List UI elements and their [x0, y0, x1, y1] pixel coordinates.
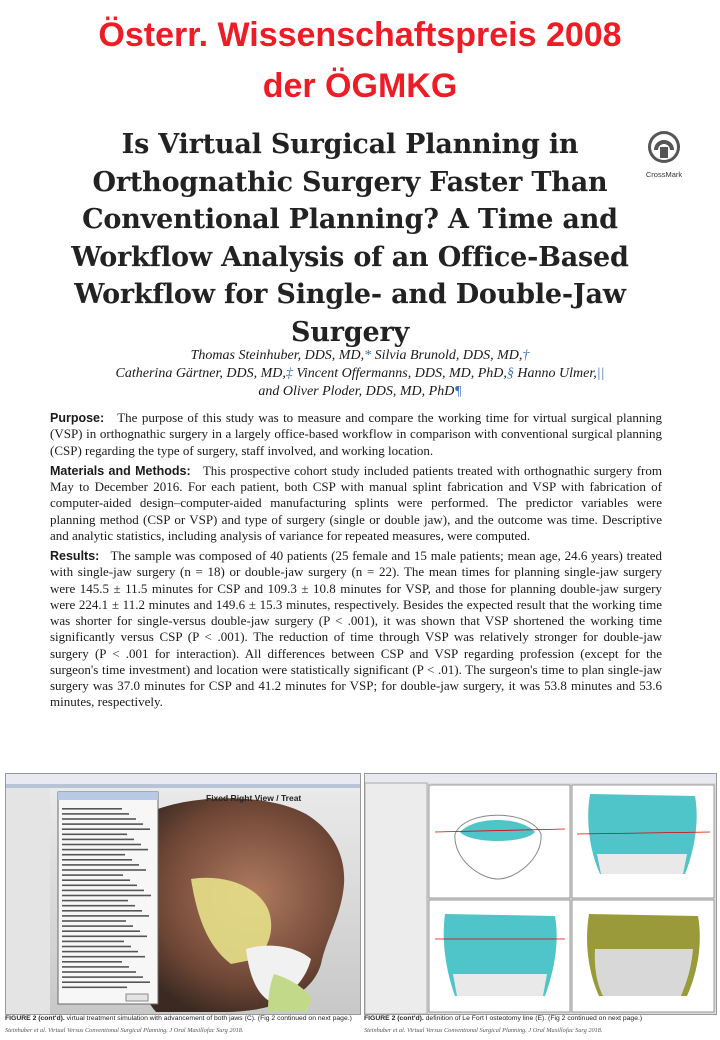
title-line: Workflow Analysis of an Office-Based [71, 241, 629, 273]
figure-right-citation: Steinhuber et al. Virtual Versus Conventional Surgical Planning. J Oral Maxillofac Surg 2018. [364, 1027, 603, 1034]
author-name: and Oliver Ploder, DDS, MD, PhD [258, 384, 455, 399]
table-row [62, 879, 130, 881]
table-row [62, 813, 129, 815]
abstract-purpose [50, 410, 662, 459]
table-row [62, 854, 125, 856]
title-line: Is Virtual Surgical Planning in [121, 129, 579, 160]
figure-right-caption [364, 1015, 715, 1022]
affiliation-mark[interactable]: || [596, 366, 605, 381]
table-row [62, 874, 123, 876]
table-row [62, 915, 149, 917]
view-label: Fixed Right View / Treat [206, 793, 302, 803]
figure-right-le-fort-planning [364, 773, 717, 1015]
table-row [62, 941, 124, 943]
table-row [62, 885, 137, 887]
table-row [62, 976, 143, 978]
title-line: Surgery [291, 316, 409, 348]
author-line [40, 347, 680, 365]
figure-left-caption [5, 1015, 359, 1022]
methods-label: Materials and Methods: [50, 463, 191, 478]
table-row [62, 966, 129, 968]
figure-left-image [6, 774, 360, 1014]
table-row [62, 925, 133, 927]
author-name: Vincent Offermanns, DDS, MD, PhD, [292, 366, 507, 381]
award-heading-line-2: der ÖGMKG [262, 67, 458, 105]
affiliation-mark[interactable]: ‡ [285, 366, 293, 381]
table-row [62, 828, 150, 830]
table-row [62, 869, 146, 871]
crossmark-badge[interactable] [639, 130, 689, 179]
table-row [62, 961, 122, 963]
title-line: Conventional Planning? A Time and [82, 204, 618, 235]
table-row [62, 946, 131, 948]
figure-left-caption-text: virtual treatment simulation with advancement of both jaws (C). (Fig 2 continued on next page.) [64, 1015, 352, 1022]
methods-text: This prospective cohort study included patients treated with orthognathic surgery from May to December 2016. For each patient, both CSP with manual splint fabrication and VSP with fabrication of computer-aided design–computer-aided manufacturing splints were performed. The predictor variables were planning method (CSP or VSP) and type of surgery (single or double jaw), and the outcome was time. Descriptive and analytic statistics, including analysis of variance for repeated measures, were computed. [50, 462, 662, 543]
figure-left-virtual-simulation [5, 773, 361, 1015]
table-row [62, 905, 135, 907]
abstract [50, 410, 662, 715]
table-row [62, 920, 126, 922]
author-name: Silvia Brunold, DDS, MD, [371, 348, 523, 363]
table-row [62, 839, 134, 841]
table-row [62, 951, 138, 953]
table-row [62, 936, 147, 938]
results-label: Results: [50, 549, 100, 563]
figure-left-caption-label: FIGURE 2 (cont'd). [5, 1015, 65, 1022]
author-name: Hanno Ulmer, [513, 366, 597, 381]
abstract-results [50, 548, 662, 711]
author-line [40, 383, 680, 401]
title-line: Orthognathic Surgery Faster Than [92, 166, 608, 198]
table-row [62, 823, 143, 825]
purpose-text: The purpose of this study was to measure and compare the working time for virtual surgical planning (VSP) in orthognathic surgery in a largely office-based workflow in comparison with conventional surgical planning (CSP) regarding the type of surgery, staff involved, and working location. [50, 410, 662, 458]
author-name: Catherina Gärtner, DDS, MD, [115, 366, 286, 381]
table-row [62, 864, 139, 866]
table-row [62, 818, 136, 820]
table-row [62, 910, 142, 912]
author-line [40, 365, 680, 383]
figure-right-caption-label: FIGURE 2 (cont'd). [364, 1015, 424, 1022]
award-heading-line-1: Österr. Wissenschaftspreis 2008 [98, 16, 622, 54]
table-row [62, 808, 122, 810]
table-row [62, 890, 144, 892]
table-row [62, 849, 148, 851]
table-row [62, 987, 127, 989]
title-line: Workflow for Single- and Double-Jaw [74, 279, 626, 310]
table-row [62, 844, 141, 846]
figure-right-caption-text: definition of Le Fort I osteotomy line (E). (Fig 2 continued on next page.) [423, 1015, 643, 1022]
table-row [62, 930, 140, 932]
article-title [60, 126, 640, 351]
affiliation-mark[interactable]: § [506, 366, 514, 381]
author-name: Thomas Steinhuber, DDS, MD, [190, 348, 365, 363]
table-row [62, 981, 150, 983]
table-row [62, 834, 127, 836]
crossmark-label: CrossMark [645, 170, 683, 179]
results-text: The sample was composed of 40 patients (25 female and 15 male patients; mean age, 24.6 years) treated with single-jaw surgery (n = 18) or double-jaw surgery (n = 22). The mean times for planning single-jaw surgery were 145.5 ± 11.5 minutes for CSP and 109.3 ± 10.8 minutes for VSP, and those for planning double-jaw surgery were 224.1 ± 11.2 minutes and 149.6 ± 15.3 minutes, respectively. Besides the expected result that the working time was shorter for single-versus double-jaw surgery (P < .001), it was shown that VSP shortened the working time significantly versus CSP (P < .001). The reduction of time through VSP was relatively stronger for double-jaw surgery (P < .001 for interaction). All differences between CSP and VSP regarding profession (except for the surgeon's time investment) and location were statistically significant (P < .01). The surgeon's time to plan single-jaw surgery was 37.0 minutes for CSP and 41.2 minutes for VSP; for double-jaw surgery, it was 53.8 minutes and 53.6 minutes, respectively. [50, 548, 663, 710]
affiliation-mark[interactable]: * [364, 348, 372, 363]
table-row [62, 895, 151, 897]
figure-right-image [365, 774, 716, 1014]
table-row [62, 956, 145, 958]
author-list [40, 347, 680, 401]
purpose-label: Purpose: [50, 411, 105, 425]
table-row [62, 971, 136, 973]
crossmark-icon [647, 130, 681, 164]
abstract-methods [50, 463, 662, 544]
affiliation-mark[interactable]: ¶ [454, 384, 462, 399]
affiliation-mark[interactable]: † [522, 348, 530, 363]
table-row [62, 900, 128, 902]
figure-left-citation: Steinhuber et al. Virtual Versus Conventional Surgical Planning. J Oral Maxillofac Surg 2018. [5, 1027, 244, 1034]
table-row [62, 859, 132, 861]
